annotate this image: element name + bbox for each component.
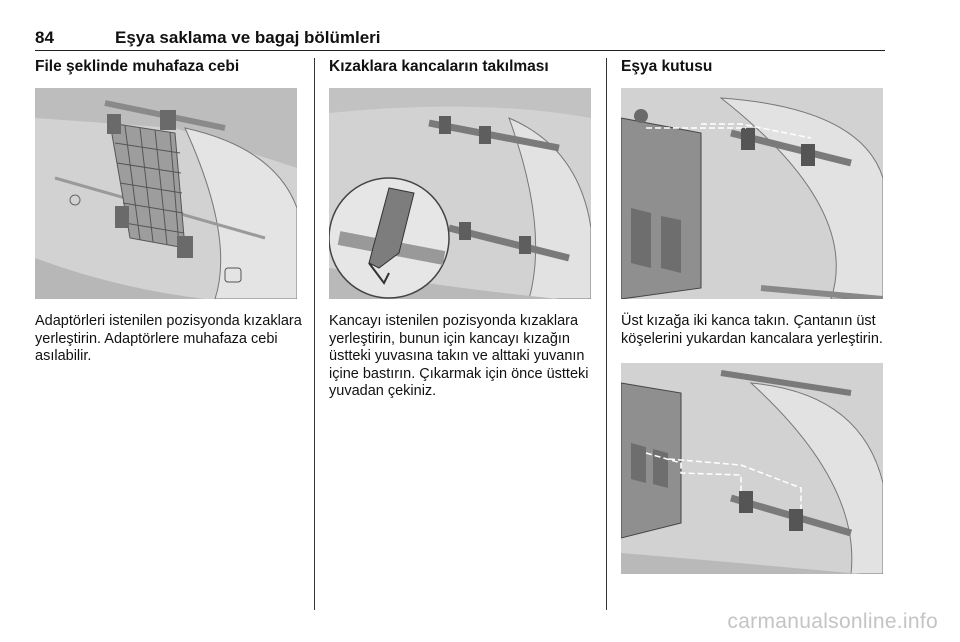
column-storage-box [621,58,889,574]
column-divider [606,58,607,610]
column-hooks [329,58,597,401]
figure-hooks [329,88,591,299]
page-number: 84 [35,28,54,47]
paragraph-cargo-net: Adaptörleri istenilen pozisyonda kızaklara yerleştirin. Adaptörlere muhafaza cebi asılabilir. [35,313,302,364]
figure-cargo-net [35,88,297,299]
storage-box-illustration-2 [621,363,883,574]
figure-storage-box-1 [621,88,883,299]
watermark: carmanualsonline.info [727,610,938,633]
page-header [35,28,885,51]
column-divider [314,58,315,610]
paragraph-hooks: Kancayı istenilen pozisyonda kızaklara yerleştirin, bunun için kancayı kızağın üstteki yuvasına takın ve alttaki yuvanın içine bastırın. Çıkarmak için önce üstteki yuvadan çekiniz. [329,313,589,399]
column-cargo-net [35,58,303,366]
cargo-net-illustration [35,88,297,299]
page-title: Eşya saklama ve bagaj bölümleri [115,28,381,47]
paragraph-storage-box: Üst kızağa iki kanca takın. Çantanın üst köşelerini yukardan kancalara yerleştirin. [621,313,883,347]
section-heading-hooks: Kızaklara kancaların takılması [329,58,549,75]
hook-rail-illustration [329,88,591,299]
section-heading-cargo-net: File şeklinde muhafaza cebi [35,58,240,75]
section-heading-storage-box: Eşya kutusu [621,58,713,75]
storage-box-illustration-1 [621,88,883,299]
figure-storage-box-2 [621,363,883,574]
